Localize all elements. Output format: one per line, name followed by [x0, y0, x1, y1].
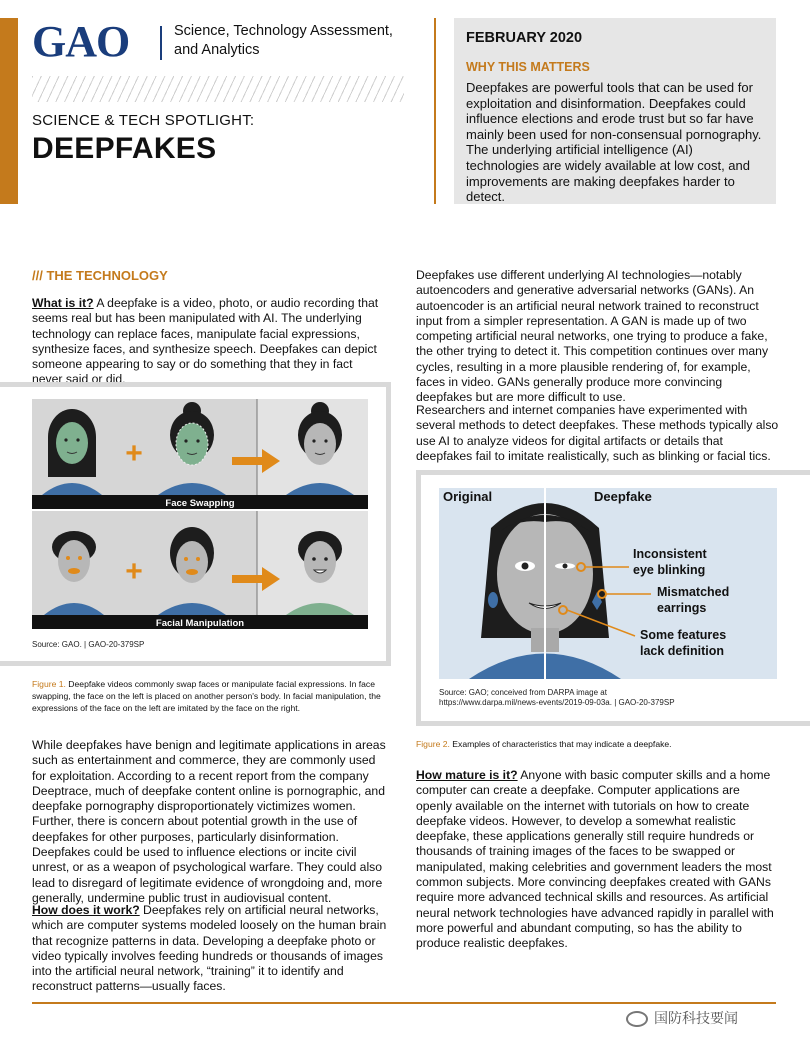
figure2-caption-label: Figure 2.	[416, 739, 450, 749]
logo-divider	[160, 26, 162, 60]
callout-eye-blinking-1: Inconsistent	[633, 547, 707, 561]
gao-logo: GAO	[32, 17, 130, 66]
uses-paragraph: While deepfakes have benign and legitimate applications in areas such as entertainment and commerce, they are commonly used for exploitation. According to a recent report from the company Deeptrace, much of deepfake content online is pornographic, and deepfake pornography disproportionately victimizes women. Further, there is concern about potential growth in the use of deepfakes for other purposes, particularly disinformation. Deepfakes could be used to influence elections or incite civil unrest, or as a weapon of psychological warfare. They could also lead to disregard of legitimate evidence of wrongdoing and, more generally, undermine public trust in audiovisual content.	[32, 738, 386, 905]
why-this-matters-body: Deepfakes are powerful tools that can be used for exploitation and disinformation. Deepfakes could influence elections and erode trust but so far have mainly been used for non-consensual pornography. The underlying artificial intelligence (AI) technologies are widely available at low cost, and improvements are making deepfakes harder to detect.	[466, 80, 762, 205]
how-mature-body: Anyone with basic computer skills and a home computer can create a deepfake. Computer applications are openly available on the internet with tutorials on how to create deepfake videos. However, to develop a somewhat realistic deepfake, these applications generally still require hundreds or thousands of training images of the faces to be swapped or manipulated, making celebrities and government leaders the most common subjects. More convincing deepfakes created with GANs require more advanced technical skills and resources. As artificial neural network technologies have advanced rapidly in parallel with more powerful and abundant computing, so has the ability to produce realistic deepfakes.	[416, 768, 774, 951]
label-facial-manipulation: Facial Manipulation	[155, 618, 245, 629]
how-does-it-work-label: How does it work?	[32, 903, 140, 917]
decorative-hatch	[32, 76, 404, 102]
org-name-line2: and Analytics	[174, 42, 260, 58]
figure2-caption	[416, 738, 780, 750]
callout-earrings-1: Mismatched	[657, 585, 730, 599]
spotlight-label: SCIENCE & TECH SPOTLIGHT:	[32, 112, 255, 129]
publication-date: FEBRUARY 2020	[466, 30, 583, 46]
what-is-it-body: A deepfake is a video, photo, or audio recording that seems real but has been manipulated with AI. The underlying technology can replace faces, manipulate facial expressions, synthesize faces, and synthesize speech. Deepfakes can depict someone appearing to say or do something that they in fact never said or did.	[32, 296, 379, 387]
callout-definition-2: lack definition	[640, 644, 725, 658]
figure2-source-line2: https://www.darpa.mil/news-events/2019-09-03a. | GAO-20-379SP	[439, 698, 675, 707]
watermark	[626, 1008, 738, 1028]
how-does-it-work-body: Deepfakes rely on artificial neural networks, which are computer systems modeled loosely on the human brain that recognize patterns in data. Developing a deepfake photo or video typically involves feeding hundreds or thousands of images into the artificial neural network, “training” it to identify and reconstruct patterns—usually faces.	[32, 903, 387, 994]
how-does-it-work-paragraph	[32, 903, 392, 995]
figure1-caption-text: Deepfake videos commonly swap faces or manipulate facial expressions. In face swapping, the face on the left is placed on another person's body. In facial manipulation, the expressions of the face on the left are imitated by the face on the right.	[32, 679, 381, 713]
org-name	[174, 22, 414, 60]
what-is-it-paragraph	[32, 296, 382, 388]
figure2-source	[439, 688, 675, 708]
detection-paragraph: Researchers and internet companies have experimented with several methods to detect deepfakes. These methods typically also use AI to analyze videos for digital artifacts or details that deepfakes fail to imitate realistically, such as blinking or facial tics.	[416, 403, 779, 463]
what-is-it-label: What is it?	[32, 296, 94, 310]
figure2-source-line1: Source: GAO; conceived from DARPA image at	[439, 688, 607, 697]
header-accent-bar	[0, 18, 18, 204]
label-original: Original	[443, 489, 493, 504]
footer-rule	[32, 1002, 776, 1004]
label-face-swapping: Face Swapping	[165, 498, 235, 509]
figure1-caption-label: Figure 1.	[32, 679, 66, 689]
callout-eye-blinking-2: eye blinking	[633, 563, 706, 577]
svg-text:+: +	[125, 437, 143, 470]
watermark-text: 国防科技要闻	[654, 1010, 738, 1026]
figure1-caption	[32, 678, 388, 714]
svg-text:+: +	[125, 555, 143, 588]
section-heading-technology: /// THE TECHNOLOGY	[32, 268, 168, 283]
callout-earrings-2: earrings	[657, 601, 707, 615]
why-this-matters-heading: WHY THIS MATTERS	[466, 60, 590, 74]
why-this-matters-box	[454, 18, 776, 204]
wechat-icon	[626, 1011, 648, 1027]
earring-left	[488, 592, 498, 608]
how-mature-paragraph	[416, 768, 778, 952]
figure2-illustration	[439, 488, 777, 679]
header-divider	[434, 18, 436, 204]
how-mature-label: How mature is it?	[416, 768, 518, 782]
technologies-paragraph: Deepfakes use different underlying AI technologies—notably autoencoders and generative adversarial networks (GANs). An autoencoder is an artificial neural network trained to reconstruct input from a simpler representation. A GAN is made up of two competing artificial neural networks, one trying to produce a fake, the other trying to detect it. This competition continues over many cycles, resulting in a more plausible rendering of, for example, faces in video. GANs generally produce more convincing deepfakes but are more difficult to use.	[416, 268, 769, 405]
page-title: DEEPFAKES	[32, 132, 217, 165]
figure2-caption-text: Examples of characteristics that may indicate a deepfake.	[449, 739, 672, 749]
label-deepfake: Deepfake	[594, 489, 652, 504]
org-name-line1: Science, Technology Assessment,	[174, 23, 393, 39]
figure1-source: Source: GAO. | GAO-20-379SP	[32, 640, 145, 649]
callout-definition-1: Some features	[640, 628, 727, 642]
figure1-illustration	[32, 399, 368, 631]
